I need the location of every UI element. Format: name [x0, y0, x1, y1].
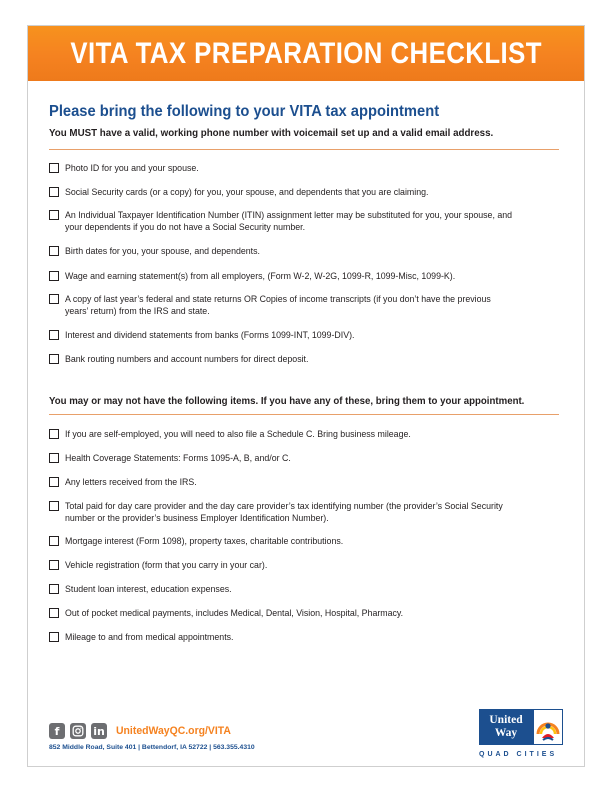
checklist-item-label: Bank routing numbers and account numbers for direct deposit.: [65, 353, 309, 364]
rainbow-hand-graphic: [534, 710, 562, 744]
checklist-item[interactable]: [49, 559, 549, 571]
checklist-item-label: Health Coverage Statements: Forms 1095-A, B, and/or C.: [65, 452, 291, 463]
logo-wordmark: [479, 709, 533, 745]
checklist-item-label: Wage and earning statement(s) from all employers, (Form W-2, W-2G, 1099-R, 1099-Misc, 1099-K).: [65, 270, 456, 281]
checkbox[interactable]: [49, 560, 59, 570]
checklist-item-label: Out of pocket medical payments, includes Medical, Dental, Vision, Hospital, Pharmacy.: [65, 607, 404, 618]
checkbox[interactable]: [49, 429, 59, 439]
checklist-item[interactable]: [49, 186, 549, 198]
checklist-item[interactable]: [49, 329, 549, 341]
checklist-item-label: A copy of last year’s federal and state returns OR Copies of income transcripts (if you don’t have the previous years’ return) from the IRS and state.: [65, 293, 491, 316]
logo-line-1: United: [489, 714, 523, 726]
checkbox[interactable]: [49, 210, 59, 220]
checklist-item-label: Mileage to and from medical appointments.: [65, 631, 234, 642]
checklist-item[interactable]: [49, 452, 549, 464]
checklist-item-label: Photo ID for you and your spouse.: [65, 162, 199, 173]
title-banner: [28, 26, 584, 81]
checklist-item[interactable]: [49, 500, 549, 523]
checklist-item-label: If you are self-employed, you will need to also file a Schedule C. Bring business mileage.: [65, 428, 411, 439]
appointment-heading: Please bring the following to your VITA tax appointment: [49, 103, 440, 120]
checklist-item[interactable]: [49, 607, 549, 619]
checklist-item-label: Any letters received from the IRS.: [65, 476, 197, 487]
logo-tagline: QUAD CITIES: [479, 751, 558, 758]
linkedin-icon[interactable]: in: [91, 723, 107, 739]
logo-line-2: Way: [494, 727, 518, 739]
checkbox[interactable]: [49, 354, 59, 364]
office-address: 852 Middle Road, Suite 401 | Bettendorf, IA 52722 | 563.355.4310: [49, 744, 255, 751]
website-link[interactable]: UnitedWayQC.org/VITA: [116, 725, 231, 737]
checkbox[interactable]: [49, 584, 59, 594]
footer-contact: [49, 723, 255, 751]
checkbox[interactable]: [49, 501, 59, 511]
checklist-item[interactable]: [49, 162, 549, 174]
social-links: [49, 723, 255, 739]
checkbox[interactable]: [49, 330, 59, 340]
checklist-item[interactable]: [49, 535, 549, 547]
checklist-item[interactable]: [49, 476, 549, 488]
checklist-item[interactable]: [49, 583, 549, 595]
checklist-item-label: Vehicle registration (form that you carry in your car).: [65, 559, 268, 570]
checkbox[interactable]: [49, 246, 59, 256]
instagram-glyph: [72, 725, 84, 737]
checkbox[interactable]: [49, 187, 59, 197]
checklist-item[interactable]: [49, 353, 549, 365]
checklist-item[interactable]: [49, 631, 549, 643]
section-divider: [49, 414, 559, 415]
checklist-item[interactable]: [49, 270, 549, 282]
checkbox[interactable]: [49, 294, 59, 304]
checkbox[interactable]: [49, 163, 59, 173]
checkbox[interactable]: [49, 453, 59, 463]
checklist-item-label: An Individual Taxpayer Identification Number (ITIN) assignment letter may be substituted for you, your spouse, and your dependents if you do not have a Social Security number.: [65, 209, 513, 232]
optional-heading: You may or may not have the following items. If you have any of these, bring them to your appointment.: [49, 395, 525, 407]
section-divider: [49, 149, 559, 150]
page-title: VITA TAX PREPARATION CHECKLIST: [70, 36, 542, 70]
requirement-note: You MUST have a valid, working phone number with voicemail set up and a valid email address.: [49, 127, 494, 139]
facebook-icon[interactable]: f: [49, 723, 65, 739]
checkbox[interactable]: [49, 271, 59, 281]
checkbox[interactable]: [49, 632, 59, 642]
checklist-item[interactable]: [49, 245, 549, 257]
checklist-item-label: Interest and dividend statements from banks (Forms 1099-INT, 1099-DIV).: [65, 329, 355, 340]
instagram-icon[interactable]: [70, 723, 86, 739]
checkbox[interactable]: [49, 477, 59, 487]
united-way-logo: [479, 709, 569, 758]
checklist-item-label: Total paid for day care provider and the day care provider’s tax identifying number (the provider’s Social Security number or the provider’s business Employer Identification Number).: [65, 500, 503, 523]
checklist-item-label: Student loan interest, education expenses.: [65, 583, 232, 594]
checkbox[interactable]: [49, 536, 59, 546]
checklist-item[interactable]: [49, 428, 549, 440]
checklist-item-label: Birth dates for you, your spouse, and dependents.: [65, 245, 260, 256]
logo-mark: [479, 709, 563, 745]
checklist-item-label: Social Security cards (or a copy) for you, your spouse, and dependents that you are claiming.: [65, 186, 429, 197]
helping-hand-icon: [533, 709, 563, 745]
checklist-page: [27, 25, 585, 767]
checklist-item[interactable]: [49, 209, 549, 232]
checklist-item[interactable]: [49, 293, 549, 316]
checkbox[interactable]: [49, 608, 59, 618]
checklist-item-label: Mortgage interest (Form 1098), property taxes, charitable contributions.: [65, 535, 344, 546]
